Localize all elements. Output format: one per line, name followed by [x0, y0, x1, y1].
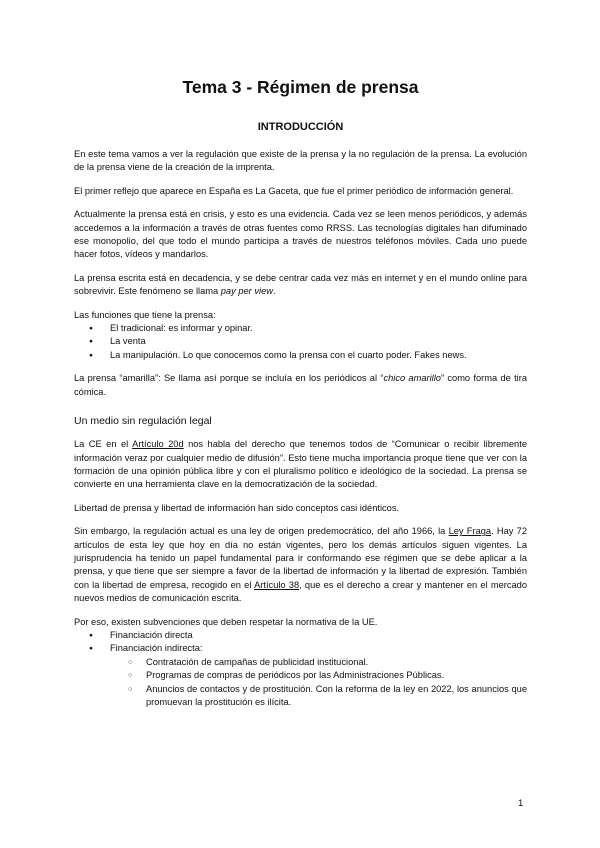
articulo-38-link[interactable]: Artículo 38 — [254, 579, 300, 590]
page-number: 1 — [518, 798, 524, 809]
text: . Hay 72 artículos de esta ley que hoy en día no están vigentes, pero los demás artículos siguen vigentes. La jurisprudencia ha tenido un papel fundamental para ir conformando ese régimen que se debe aplicar a la prensa, y que tiene que ser siempre a favor de la libertad de información y la libertad de expresión. También con la libertad de empresa, recogido en el — [74, 526, 528, 590]
list-item: ● La manipulación. Lo que conocemos como la prensa con el cuarto poder. Fakes news. — [74, 349, 527, 362]
paragraph-subvenciones: Por eso, existen subvenciones que deben respetar la normativa de la UE. — [74, 616, 378, 627]
pay-per-view-term: pay per view — [220, 286, 273, 297]
list-item: ● La venta — [74, 335, 527, 348]
paragraph-libertad: Libertad de prensa y libertad de información han sido conceptos casi idénticos. — [74, 502, 400, 513]
text: Sin embargo, la regulación actual es una ley de origen predemocrático, del año 1966, la — [74, 526, 449, 537]
list-item: ● Financiación indirecta: — [74, 642, 527, 655]
articulo-20d-link[interactable]: Artículo 20d — [132, 439, 184, 450]
text: La CE en el — [74, 439, 133, 450]
text: La prensa “amarilla”: Se llama así porque se incluía en los periódicos al “ — [74, 373, 384, 384]
financing-list — [74, 629, 527, 656]
text: nos habla del derecho que tenemos todos de “Comunicar o recibir libremente información veraz por cualquier medio de difusión”. Esto tiene mucha importancia proque tiene que ver con la formación de una opinión pública libre y con el pluralismo político e ideológico de la sociedad. La prensa se convierte en una herramienta clave en la democratización de la sociedad. — [74, 439, 527, 490]
list-item: ● Financiación directa — [74, 629, 527, 642]
paragraph-intro: En este tema vamos a ver la regulación que existe de la prensa y la no regulación de la prensa. La evolución de la prensa viene de la creación de la imprenta. — [74, 149, 527, 173]
indirect-financing-list — [74, 656, 527, 710]
sub-list-item: ○ Contratación de campañas de publicidad institucional. — [74, 656, 527, 669]
paragraph-ley-fraga — [74, 525, 527, 605]
page-content — [74, 76, 527, 709]
subheading-regulacion: Un medio sin regulación legal — [74, 415, 212, 428]
ley-fraga-link[interactable]: Ley Fraga — [448, 526, 492, 537]
text: , que es el derecho a crear y mantener en el mercado nuevos medios de comunicación escrita. — [74, 579, 528, 604]
sub-list-item: ○ Anuncios de contactos y de prostitución. Con la reforma de la ley en 2022, los anuncios que promuevan la prostitución es ilícita. — [74, 683, 527, 710]
text: . — [272, 286, 276, 297]
paragraph-crisis: Actualmente la prensa está en crisis, y esto es una evidencia. Cada vez se leen menos periódicos, y además accedemos a la información a través de otras fuentes como RRSS. Las tecnologías digitales han difuminado ese monopolio, del que todo el mundo participa a través de nuestros teléfonos móviles. Cada uno puede hacer fotos, vídeos y mandarlos. — [74, 209, 527, 260]
paragraph-decadencia — [74, 272, 527, 299]
functions-intro: Las funciones que tiene la prensa: — [74, 309, 216, 320]
text: ” como forma de tira cómica. — [74, 373, 527, 397]
text: La prensa escrita está en decadencia, y se debe centrar cada vez más en internet y en el mundo online para sobrevivir. Este fenómeno se llama — [74, 272, 527, 297]
functions-list — [74, 322, 527, 362]
paragraph-amarilla — [74, 372, 527, 399]
list-item: ● El tradicional: es informar y opinar. — [74, 322, 527, 335]
sub-list-item: ○ Programas de compras de periódicos por las Administraciones Públicas. — [74, 669, 527, 682]
document-title: Tema 3 - Régimen de prensa — [182, 77, 419, 97]
chico-amarillo-term: chico amarillo — [383, 373, 441, 384]
paragraph-gaceta: El primer reflejo que aparece en España es La Gaceta, que fue el primer periódico de información general. — [74, 185, 514, 196]
section-heading: INTRODUCCIÓN — [257, 121, 344, 133]
paragraph-ce — [74, 438, 527, 492]
